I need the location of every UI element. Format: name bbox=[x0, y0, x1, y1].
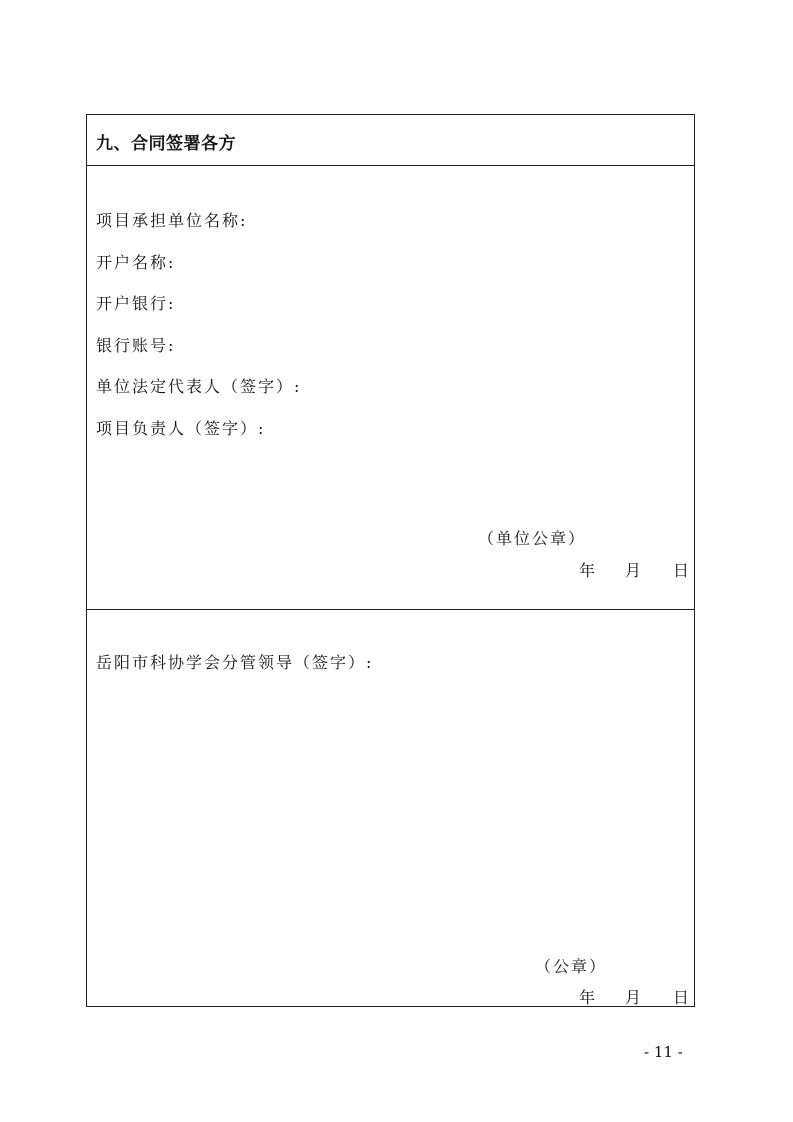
unit-name-field: 项目承担单位名称: bbox=[96, 211, 248, 230]
sci-association-block bbox=[87, 610, 694, 1006]
bank-account-field: 银行账号: bbox=[96, 336, 176, 355]
association-date-day: 日 bbox=[673, 988, 690, 1007]
unit-date-day: 日 bbox=[673, 561, 690, 580]
unit-seal-label: （单位公章） bbox=[478, 529, 587, 548]
page-number: - 11 - bbox=[644, 1043, 683, 1061]
undertaking-unit-block bbox=[87, 166, 694, 610]
bank-name-field: 开户银行: bbox=[96, 294, 176, 313]
account-name-field: 开户名称: bbox=[96, 253, 176, 272]
section-header-row bbox=[87, 115, 694, 166]
association-seal-label: （公章） bbox=[535, 957, 608, 976]
association-date-month: 月 bbox=[625, 988, 642, 1007]
unit-date-month: 月 bbox=[625, 561, 642, 580]
unit-date-year: 年 bbox=[579, 561, 596, 580]
section-title: 九、合同签署各方 bbox=[96, 134, 236, 154]
association-leader-signature-field: 岳阳市科协学会分管领导（签字）: bbox=[96, 653, 374, 672]
project-leader-signature-field: 项目负责人（签字）: bbox=[96, 419, 266, 438]
legal-representative-signature-field: 单位法定代表人（签字）: bbox=[96, 377, 302, 396]
signatories-table bbox=[86, 114, 695, 1007]
association-date-year: 年 bbox=[579, 988, 596, 1007]
